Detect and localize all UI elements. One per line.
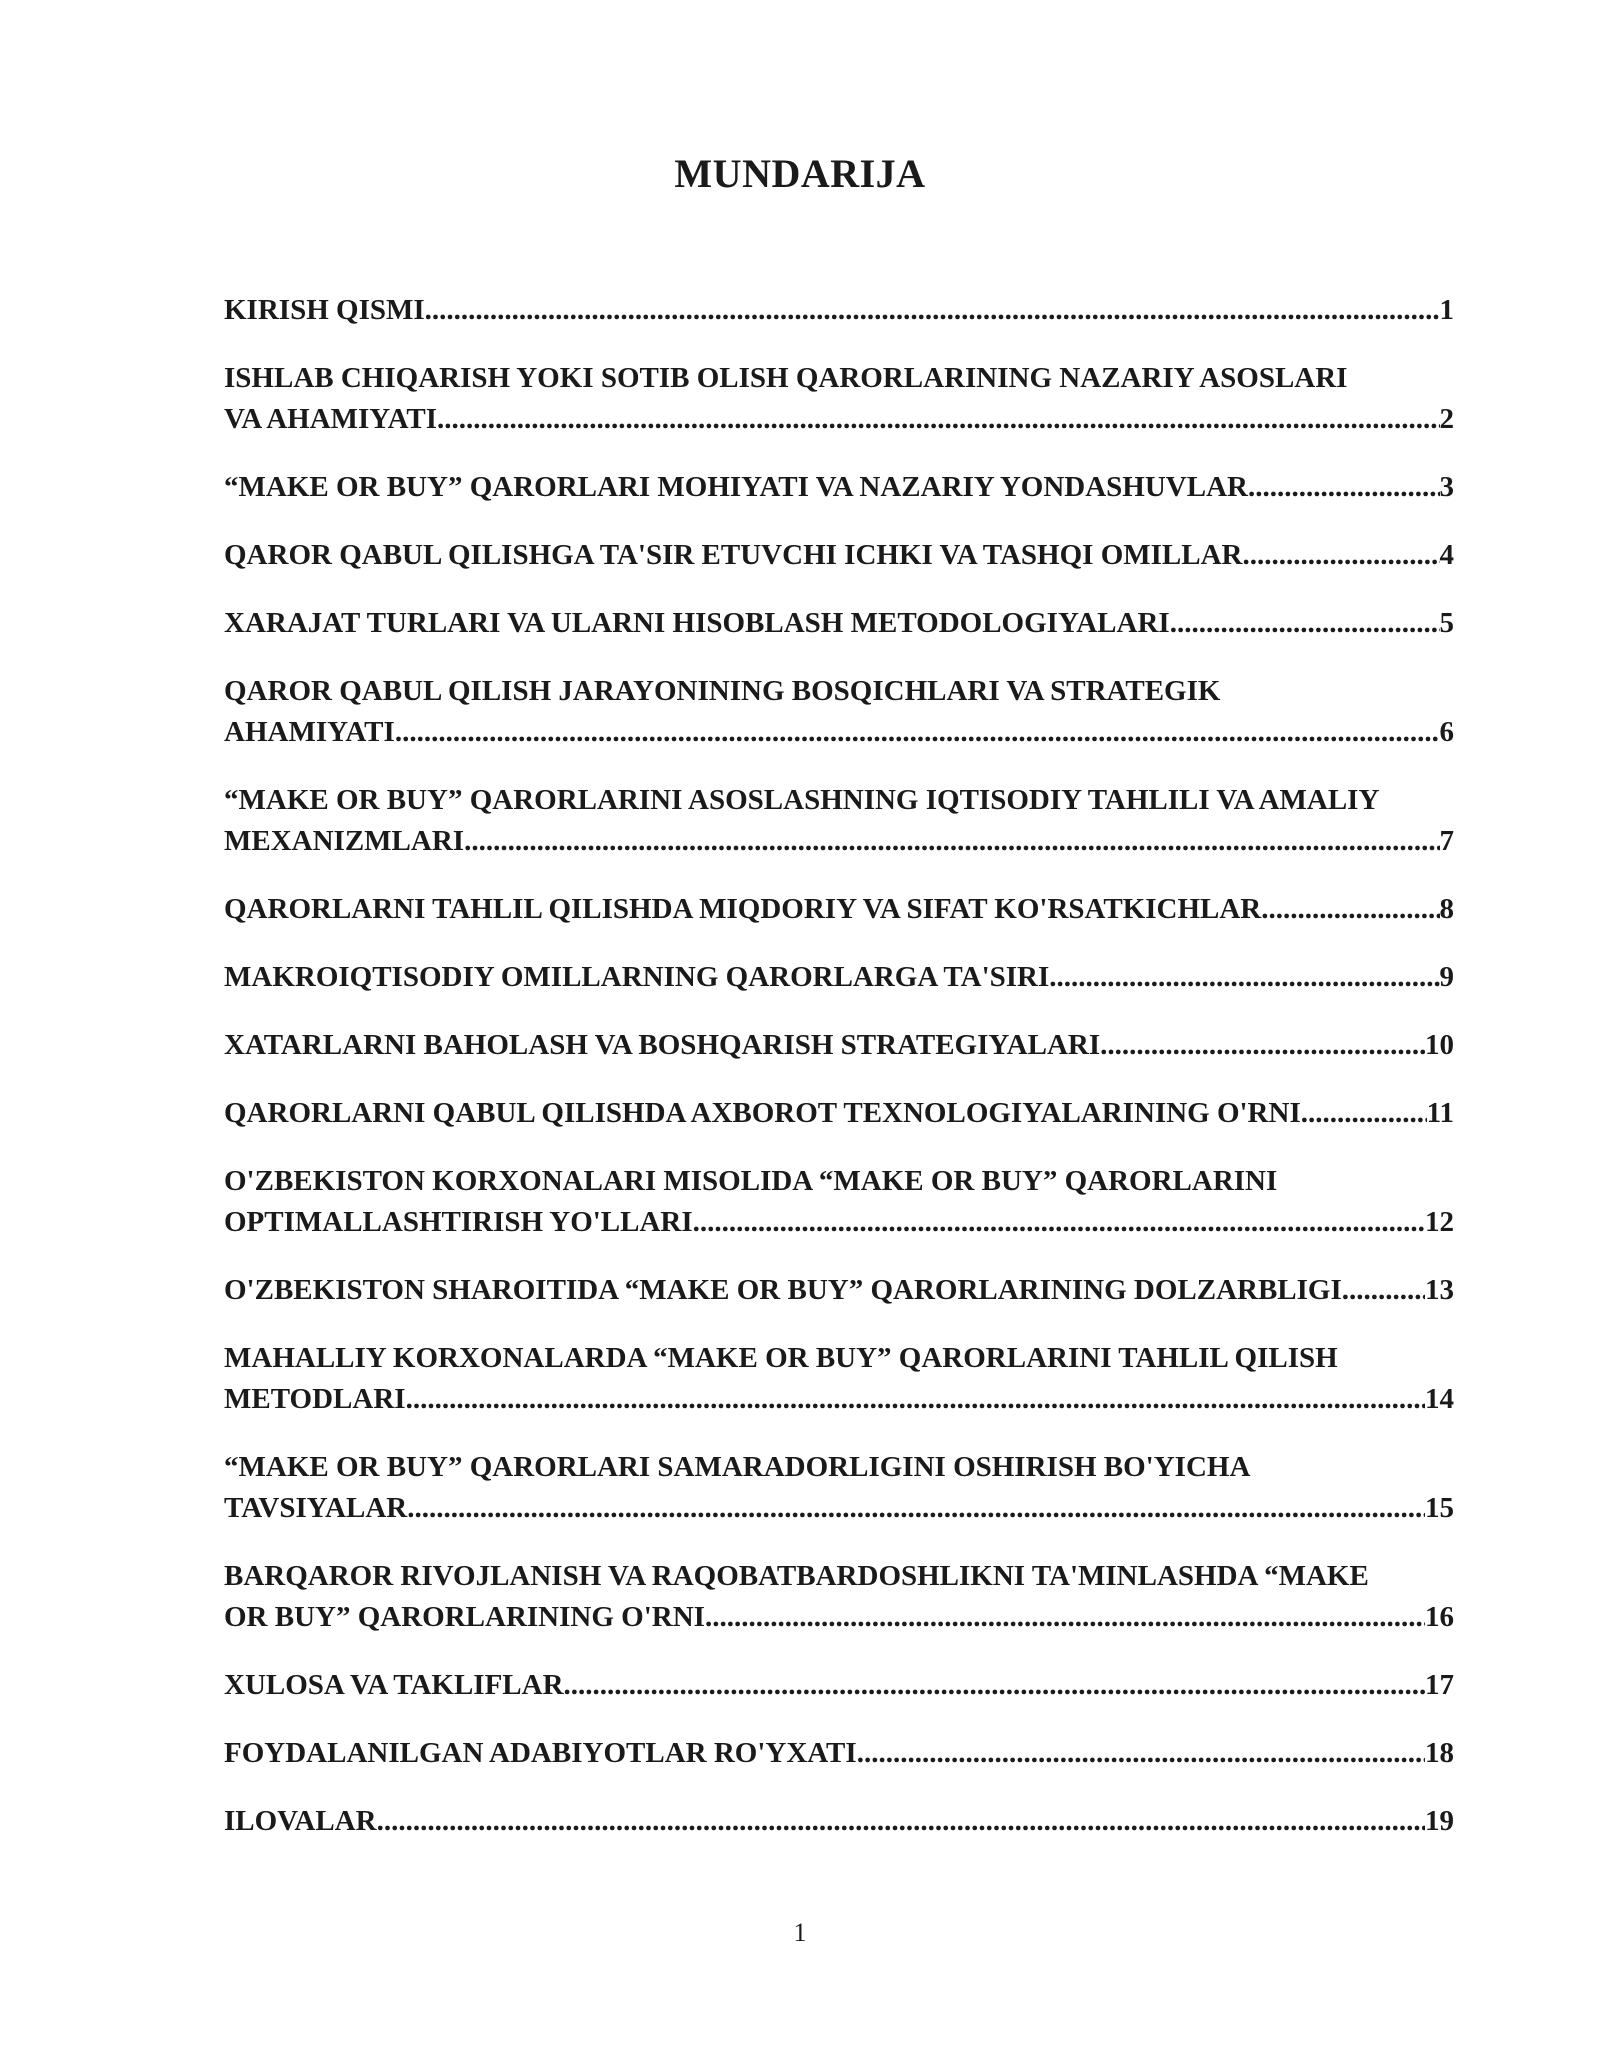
toc-entry[interactable]: [224, 1665, 1454, 1706]
toc-entry-page-number: 8: [1439, 893, 1454, 925]
toc-entry-title-line: BARQAROR RIVOJLANISH VA RAQOBATBARDOSHLIKNI TA'MINLASHDA “MAKE: [224, 1560, 1369, 1592]
toc-entry[interactable]: [224, 1801, 1454, 1842]
dot-leader: [407, 1488, 1425, 1529]
toc-entry-page-number: 2: [1439, 403, 1454, 435]
toc-entry-title: XARAJAT TURLARI VA ULARNI HISOBLASH METODOLOGIYALARI: [224, 607, 1170, 639]
toc-entry-line: [224, 957, 1454, 998]
toc-entry-title: OR BUY” QARORLARINING O'RNI: [224, 1601, 705, 1633]
toc-entry-title: FOYDALANILGAN ADABIYOTLAR RO'YXATI: [224, 1737, 857, 1769]
toc-entry-line: [224, 1379, 1454, 1420]
toc-entry[interactable]: [224, 358, 1454, 440]
toc-entry-line: [224, 1597, 1454, 1638]
dot-leader: [705, 1597, 1425, 1638]
toc-entry-page-number: 10: [1425, 1029, 1454, 1061]
toc-entry-title: QAROR QABUL QILISHGA TA'SIR ETUVCHI ICHKI VA TASHQI OMILLAR: [224, 539, 1243, 571]
toc-entry-title: MAKROIQTISODIY OMILLARNING QARORLARGA TA'SIRI: [224, 961, 1050, 993]
toc-entry[interactable]: [224, 1161, 1454, 1243]
toc-entry[interactable]: [224, 1270, 1454, 1311]
toc-entry-page-number: 7: [1439, 825, 1454, 857]
toc-entry-page-number: 12: [1425, 1206, 1454, 1238]
toc-entry[interactable]: [224, 603, 1454, 644]
dot-leader: [1100, 1025, 1425, 1066]
toc-entry-title: VA AHAMIYATI: [224, 403, 437, 435]
toc-entry[interactable]: [224, 290, 1454, 331]
page-title: MUNDARIJA: [674, 151, 926, 196]
toc-entry-line: [224, 1202, 1454, 1243]
dot-leader: [406, 1379, 1425, 1420]
toc-entry-title: OPTIMALLASHTIRISH YO'LLARI: [224, 1206, 693, 1238]
toc-entry-line: [224, 535, 1454, 576]
toc-entry-page-number: 6: [1439, 716, 1454, 748]
dot-leader: [1261, 889, 1439, 930]
toc-entry-title: QARORLARNI QABUL QILISHDA AXBOROT TEXNOLOGIYALARINING O'RNI: [224, 1097, 1301, 1129]
toc-entry[interactable]: [224, 1556, 1454, 1638]
toc-entry-line: [224, 712, 1454, 753]
dot-leader: [395, 712, 1440, 753]
dot-leader: [1170, 603, 1440, 644]
toc-entry-title-line: QAROR QABUL QILISH JARAYONINING BOSQICHLARI VA STRATEGIK: [224, 675, 1221, 707]
toc-entry[interactable]: [224, 1733, 1454, 1774]
toc-entry-page-number: 1: [1439, 294, 1454, 326]
toc-entry[interactable]: [224, 1025, 1454, 1066]
dot-leader: [464, 821, 1439, 862]
toc-entry-page-number: 19: [1425, 1805, 1454, 1837]
toc-entry-line: [224, 1270, 1454, 1311]
toc-entry-page-number: 14: [1425, 1383, 1454, 1415]
toc-entry-line: [224, 1665, 1454, 1706]
toc-entry[interactable]: [224, 671, 1454, 753]
toc-entry-line: [224, 290, 1454, 331]
toc-entry-title: KIRISH QISMI: [224, 294, 425, 326]
toc-entry-page-number: 17: [1425, 1669, 1454, 1701]
toc-entry-title: QARORLARNI TAHLIL QILISHDA MIQDORIY VA SIFAT KO'RSATKICHLAR: [224, 893, 1262, 925]
dot-leader: [1301, 1093, 1427, 1134]
dot-leader: [1242, 535, 1439, 576]
toc-entry-title: “MAKE OR BUY” QARORLARI MOHIYATI VA NAZARIY YONDASHUVLAR: [224, 471, 1248, 503]
toc-entry-line: [224, 1733, 1454, 1774]
toc-entry-title: MEXANIZMLARI: [224, 825, 465, 857]
dot-leader: [1248, 467, 1440, 508]
toc-entry-page-number: 18: [1425, 1737, 1454, 1769]
dot-leader: [425, 290, 1440, 331]
toc-entry-page-number: 3: [1439, 471, 1454, 503]
toc-entry[interactable]: [224, 889, 1454, 930]
toc-entry-title: O'ZBEKISTON SHAROITIDA “MAKE OR BUY” QARORLARINING DOLZARBLIGI: [224, 1274, 1342, 1306]
toc-entry-title: XATARLARNI BAHOLASH VA BOSHQARISH STRATEGIYALARI: [224, 1029, 1101, 1061]
toc-entry-line: [224, 1093, 1454, 1134]
toc-entry-title-line: MAHALLIY KORXONALARDA “MAKE OR BUY” QARORLARINI TAHLIL QILISH: [224, 1342, 1338, 1374]
toc-entry-title: AHAMIYATI: [224, 716, 395, 748]
toc-entry-line: [224, 1025, 1454, 1066]
toc-entry-page-number: 13: [1425, 1274, 1454, 1306]
page-number: 1: [793, 1918, 807, 1947]
toc-entry-line: [224, 1488, 1454, 1529]
toc-entry[interactable]: [224, 780, 1454, 862]
dot-leader: [1342, 1270, 1425, 1311]
toc-entry-line: [224, 821, 1454, 862]
toc-entry-title-line: “MAKE OR BUY” QARORLARI SAMARADORLIGINI OSHIRISH BO'YICHA: [224, 1451, 1251, 1483]
toc-entry-line: [224, 603, 1454, 644]
toc-entry-line: [224, 889, 1454, 930]
toc-entry-line: [224, 399, 1454, 440]
toc-entry[interactable]: [224, 1093, 1454, 1134]
toc-entry-title-line: ISHLAB CHIQARISH YOKI SOTIB OLISH QARORLARINING NAZARIY ASOSLARI: [224, 362, 1348, 394]
dot-leader: [693, 1202, 1425, 1243]
toc-entry[interactable]: [224, 1447, 1454, 1529]
dot-leader: [1049, 957, 1439, 998]
toc-entry-page-number: 5: [1439, 607, 1454, 639]
toc-entry-title: XULOSA VA TAKLIFLAR: [224, 1669, 564, 1701]
toc-entry-title-line: “MAKE OR BUY” QARORLARINI ASOSLASHNING IQTISODIY TAHLILI VA AMALIY: [224, 784, 1380, 816]
toc-entry-page-number: 11: [1426, 1097, 1454, 1129]
toc-entry-title: ILOVALAR: [224, 1805, 377, 1837]
toc-entry-page-number: 9: [1439, 961, 1454, 993]
toc-entry-page-number: 15: [1425, 1492, 1454, 1524]
table-of-contents: [224, 290, 1454, 1869]
toc-entry-page-number: 16: [1425, 1601, 1454, 1633]
toc-entry[interactable]: [224, 957, 1454, 998]
toc-entry[interactable]: [224, 1338, 1454, 1420]
toc-entry-title: METODLARI: [224, 1383, 406, 1415]
dot-leader: [377, 1801, 1425, 1842]
toc-entry-page-number: 4: [1439, 539, 1454, 571]
dot-leader: [857, 1733, 1425, 1774]
toc-entry-title: TAVSIYALAR: [224, 1492, 408, 1524]
toc-entry-line: [224, 1801, 1454, 1842]
toc-entry-line: [224, 467, 1454, 508]
toc-entry[interactable]: [224, 467, 1454, 508]
toc-entry[interactable]: [224, 535, 1454, 576]
toc-entry-title-line: O'ZBEKISTON KORXONALARI MISOLIDA “MAKE OR BUY” QARORLARINI: [224, 1165, 1278, 1197]
dot-leader: [437, 399, 1440, 440]
dot-leader: [564, 1665, 1425, 1706]
